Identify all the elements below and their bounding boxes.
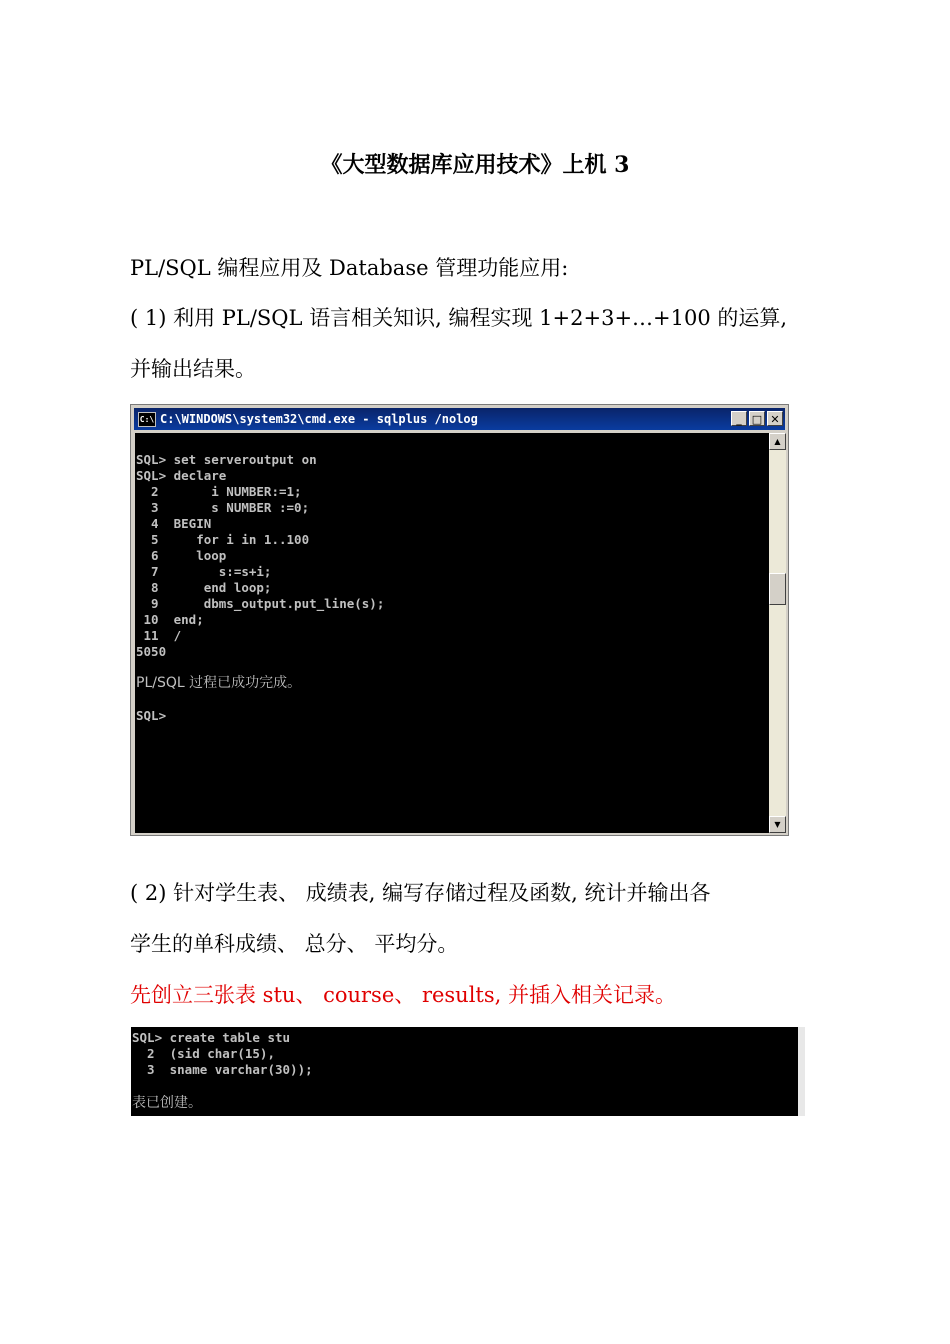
cmd-window-title: C:\WINDOWS\system32\cmd.exe - sqlplus /nolog (160, 412, 478, 426)
console-snippet (131, 1027, 798, 1116)
arrow-down-icon: ▼ (774, 820, 781, 829)
cmd-system-icon[interactable]: C:\ (138, 412, 156, 427)
console-line: 5 for i in 1..100 (136, 532, 310, 547)
console-line: SQL> (136, 708, 167, 723)
console-line: 10 end; (136, 612, 204, 627)
console-line: 2 (sid char(15), (132, 1046, 275, 1061)
vertical-scrollbar[interactable] (769, 433, 786, 833)
console-line: PL/SQL 过程已成功完成。 (136, 675, 302, 691)
console-line: 表已创建。 (132, 1095, 202, 1111)
minimize-icon: _ (736, 413, 742, 426)
console-line: 9 dbms_output.put_line(s); (136, 596, 385, 611)
cmd-window (130, 404, 789, 836)
maximize-icon: □ (751, 413, 763, 426)
snippet-edge (798, 1027, 805, 1116)
console-line: 7 s:=s+i; (136, 564, 272, 579)
console-line: 2 i NUMBER:=1; (136, 484, 302, 499)
console-line: 11 / (136, 628, 182, 643)
console-line: SQL> set serveroutput on (136, 452, 317, 467)
close-button[interactable] (767, 411, 783, 426)
task1-text-line2: 并输出结果。 (130, 357, 256, 381)
console-line: 6 loop (136, 548, 227, 563)
task2-text-line2: 学生的单科成绩、 总分、 平均分。 (130, 932, 459, 956)
document-title: 《大型数据库应用技术》上机 3 (320, 152, 630, 178)
console-line: 3 s NUMBER :=0; (136, 500, 310, 515)
console-output[interactable] (135, 433, 769, 833)
cmd-titlebar[interactable] (134, 408, 785, 430)
arrow-up-icon: ▲ (774, 437, 781, 446)
scroll-down-button[interactable] (769, 816, 786, 833)
minimize-button[interactable] (731, 411, 747, 426)
console-line: 3 sname varchar(30)); (132, 1062, 313, 1077)
intro-text: PL/SQL 编程应用及 Database 管理功能应用: (130, 256, 569, 280)
task2-note: 先创立三张表 stu、 course、 results, 并插入相关记录。 (130, 983, 676, 1007)
scroll-up-button[interactable] (769, 433, 786, 450)
console-line: SQL> declare (136, 468, 227, 483)
maximize-button[interactable] (749, 411, 765, 426)
task1-text-line1: ( 1) 利用 PL/SQL 语言相关知识, 编程实现 1+2+3+…+100 的运算, (130, 306, 788, 330)
console-line: 4 BEGIN (136, 516, 212, 531)
close-icon: ✕ (770, 413, 780, 426)
task2-text-line1: ( 2) 针对学生表、 成绩表, 编写存储过程及函数, 统计并输出各 (130, 881, 711, 905)
console-line: 5050 (136, 644, 167, 659)
console-line: SQL> create table stu (132, 1030, 291, 1045)
console-line: 8 end loop; (136, 580, 272, 595)
scroll-thumb[interactable] (769, 573, 786, 605)
